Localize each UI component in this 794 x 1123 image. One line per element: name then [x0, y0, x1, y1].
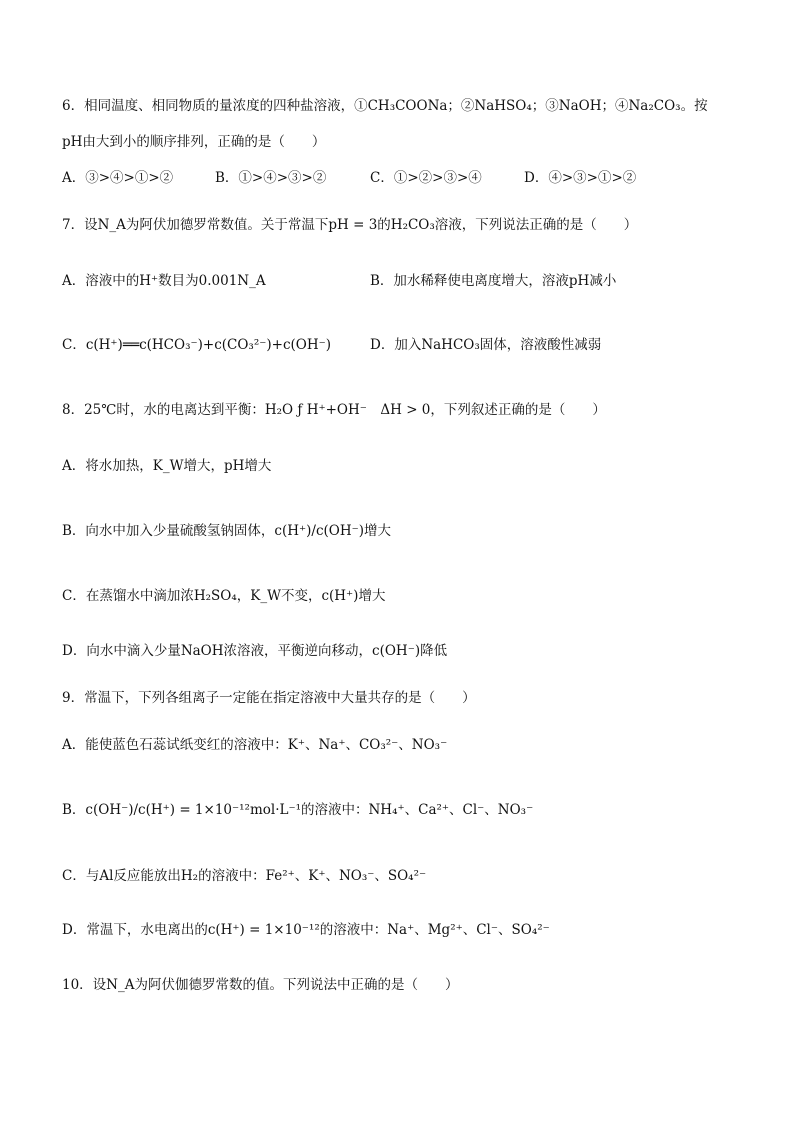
q8-stem: 8．25℃时，水的电离达到平衡：H₂O ƒ H⁺+OH⁻ ΔH > 0，下列叙述正确的是（ ） [62, 402, 606, 418]
q9-option-d: D．常温下，水电离出的c(H⁺) = 1×10⁻¹²的溶液中：Na⁺、Mg²⁺、Cl⁻、SO₄²⁻ [62, 922, 550, 938]
q9-option-b: B．c(OH⁻)/c(H⁺) = 1×10⁻¹²mol·L⁻¹的溶液中：NH₄⁺、Ca²⁺、Cl⁻、NO₃⁻ [62, 802, 534, 818]
q8-option-a: A．将水加热，K_W增大，pH增大 [62, 458, 272, 474]
q9-stem: 9．常温下，下列各组离子一定能在指定溶液中大量共存的是（ ） [62, 690, 476, 706]
q6-options [62, 168, 636, 188]
q6-stem-line1: 6．相同温度、相同物质的量浓度的四种盐溶液，①CH₃COONa；②NaHSO₄；③NaOH；④Na₂CO₃。按 [62, 98, 708, 114]
q6-option-b: B．①>④>③>② [215, 170, 327, 186]
q7-option-a: A．溶液中的H⁺数目为0.001N_A [62, 273, 266, 289]
q8-option-b: B．向水中加入少量硫酸氢钠固体，c(H⁺)/c(OH⁻)增大 [62, 523, 392, 539]
q6-stem-line2: pH由大到小的顺序排列，正确的是（ ） [62, 134, 326, 150]
q7-option-d: D．加入NaHCO₃固体，溶液酸性减弱 [370, 337, 602, 353]
q6-option-a: A．③>④>①>② [62, 170, 174, 186]
q7-option-c: C．c(H⁺)══c(HCO₃⁻)+c(CO₃²⁻)+c(OH⁻) [62, 337, 332, 353]
q7-stem: 7．设N_A为阿伏加德罗常数值。关于常温下pH = 3的H₂CO₃溶液，下列说法正确的是（ ） [62, 217, 638, 233]
q6-option-c: C．①>②>③>④ [370, 170, 482, 186]
q10-stem: 10．设N_A为阿伏伽德罗常数的值。下列说法中正确的是（ ） [62, 977, 459, 993]
q6-option-d: D．④>③>①>② [524, 170, 637, 186]
q9-option-c: C．与Al反应能放出H₂的溶液中：Fe²⁺、K⁺、NO₃⁻、SO₄²⁻ [62, 868, 427, 884]
q9-option-a: A．能使蓝色石蕊试纸变红的溶液中：K⁺、Na⁺、CO₃²⁻、NO₃⁻ [62, 737, 448, 753]
q7-option-b: B．加水稀释使电离度增大，溶液pH减小 [370, 273, 617, 289]
q8-option-d: D．向水中滴入少量NaOH浓溶液，平衡逆向移动，c(OH⁻)降低 [62, 643, 448, 659]
q8-option-c: C．在蒸馏水中滴加浓H₂SO₄，K_W不变，c(H⁺)增大 [62, 588, 386, 604]
